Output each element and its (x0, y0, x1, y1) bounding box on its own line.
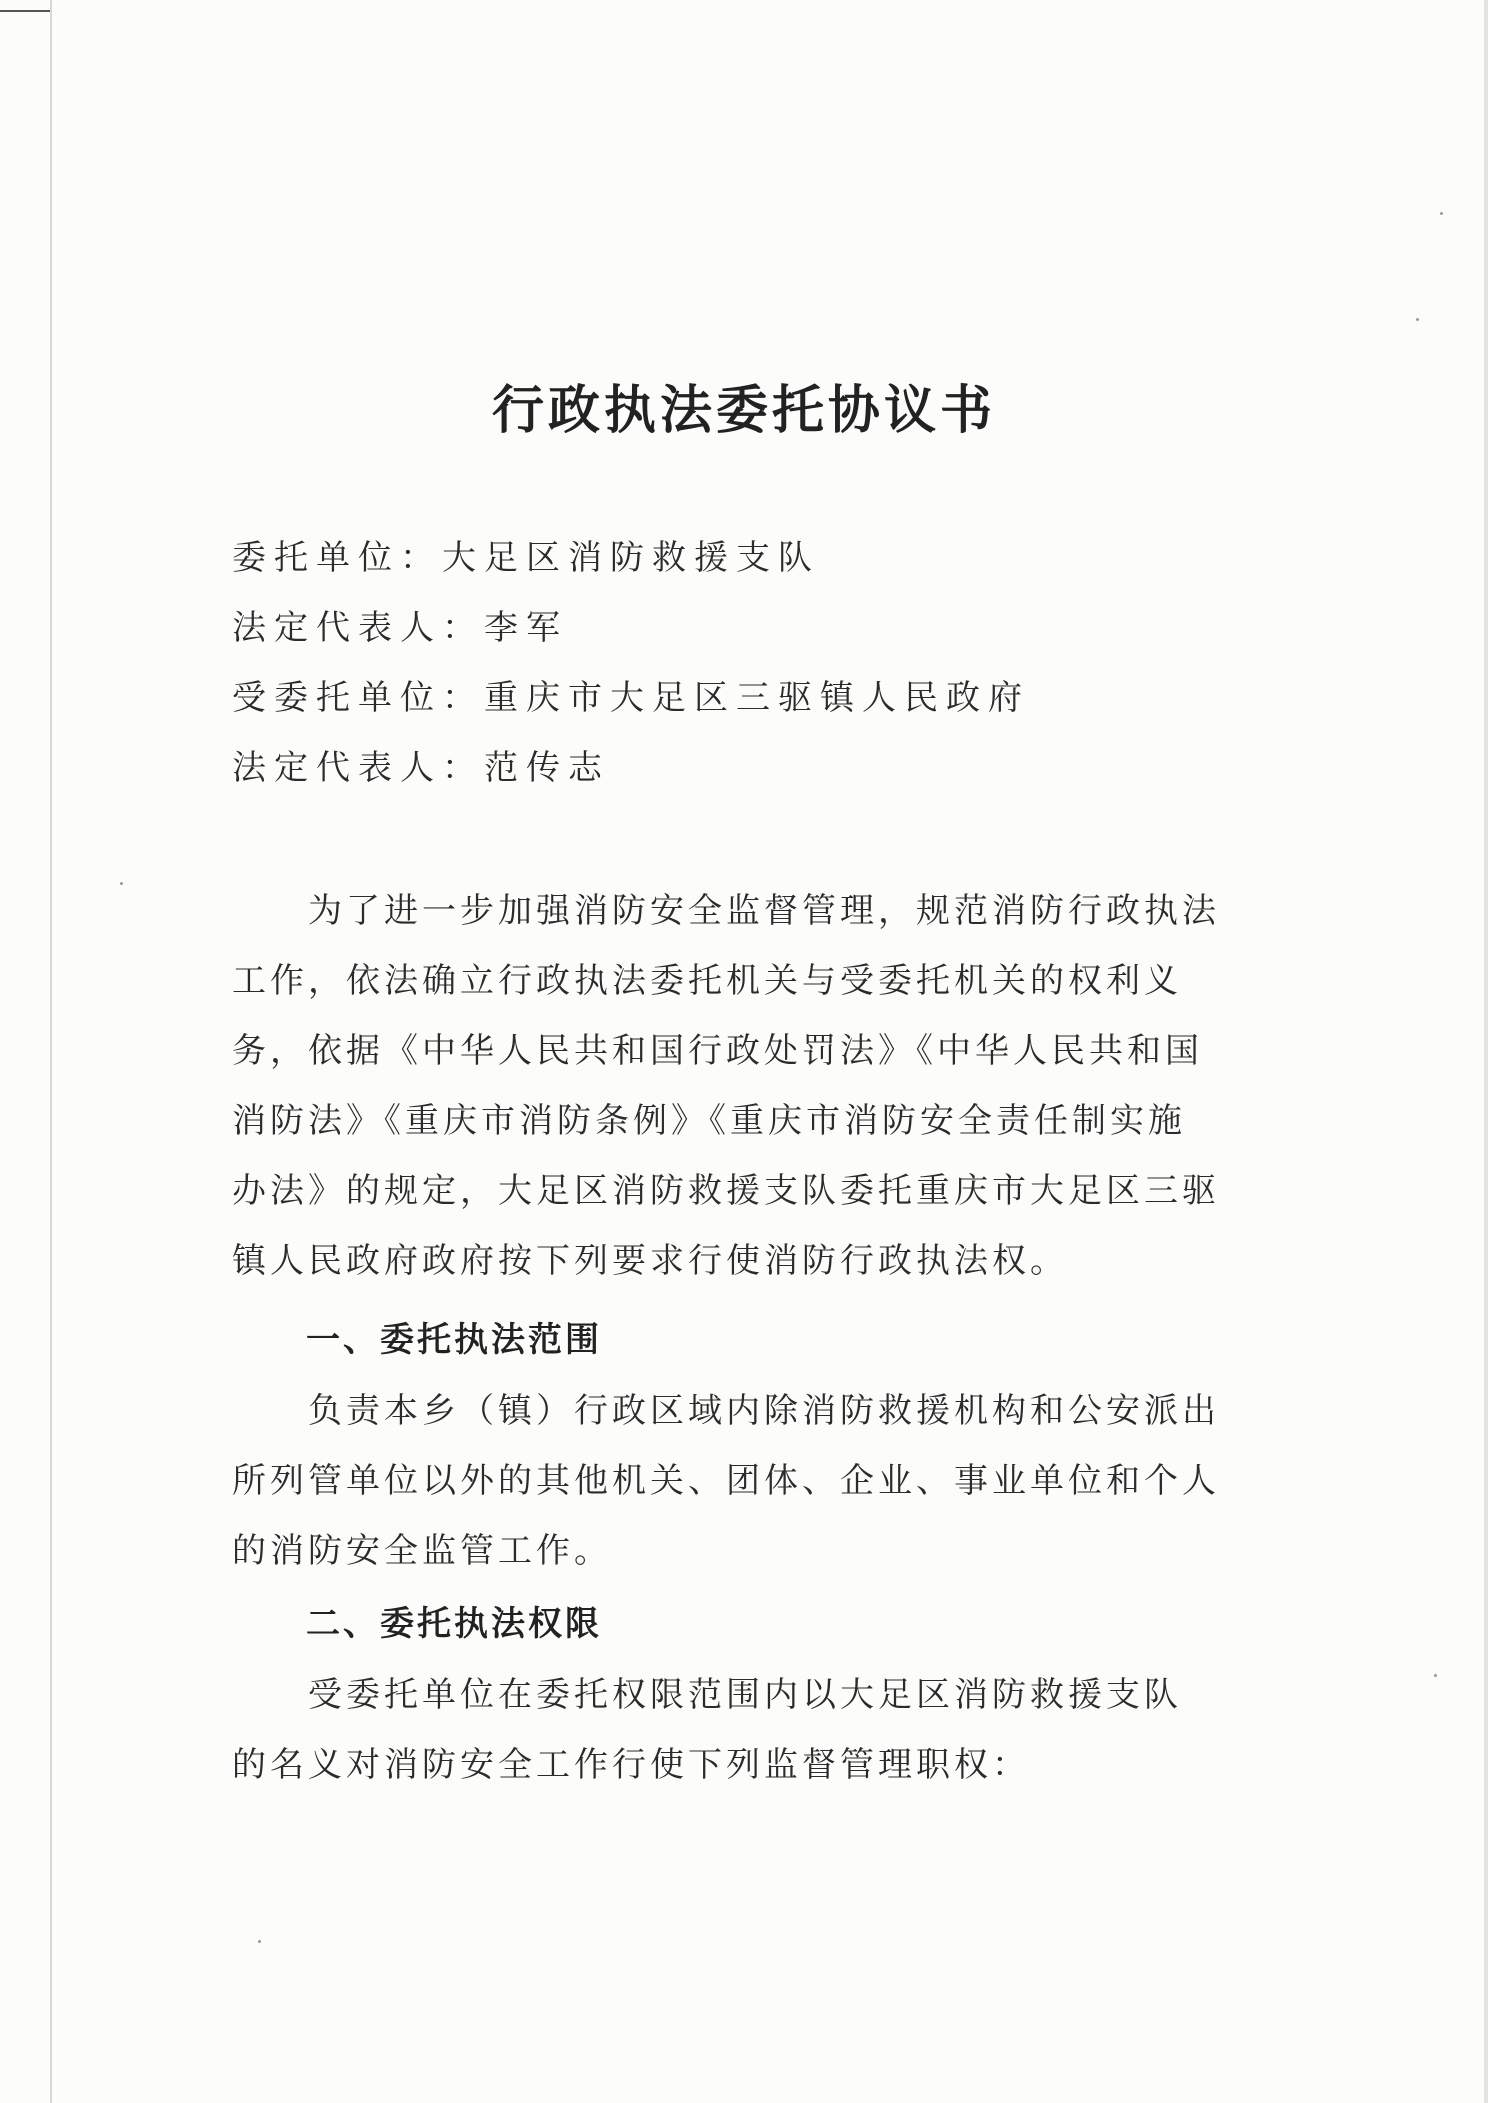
entrusting-rep-line (232, 600, 568, 649)
scan-edge-left (50, 0, 52, 2103)
scan-speck (1434, 1674, 1437, 1677)
scan-speck (1416, 318, 1419, 321)
entrusted-unit-line (232, 670, 1030, 719)
scan-speck (258, 1940, 261, 1943)
entrusted-rep-value: 范传志 (484, 748, 610, 788)
entrusting-rep-label: 法定代表人： (232, 608, 484, 648)
entrusted-rep-label: 法定代表人： (232, 748, 484, 788)
paragraph-line: 工作，依法确立行政执法委托机关与受委托机关的权利义 (232, 961, 1182, 1001)
entrusting-unit-label: 委托单位： (232, 538, 442, 578)
entrusting-rep-value: 李军 (484, 608, 568, 648)
paragraph-line: 消防法》《重庆市消防条例》《重庆市消防安全责任制实施 (232, 1101, 1186, 1141)
paragraph-line: 务，依据《中华人民共和国行政处罚法》《中华人民共和国 (232, 1031, 1203, 1071)
document-title: 行政执法委托协议书 (491, 381, 996, 441)
entrusting-unit-value: 大足区消防救援支队 (442, 538, 820, 578)
paragraph-line: 受委托单位在委托权限范围内以大足区消防救援支队 (232, 1675, 1182, 1715)
scan-speck (120, 882, 123, 885)
entrusted-rep-line (232, 740, 610, 789)
section-heading-scope: 一、委托执法范围 (306, 1320, 602, 1360)
section-heading-authority: 二、委托执法权限 (306, 1604, 602, 1644)
scope-paragraph (232, 1376, 1220, 1586)
authority-paragraph (232, 1660, 1208, 1800)
scan-edge-mark (0, 10, 52, 12)
paragraph-line: 为了进一步加强消防安全监督管理，规范消防行政执法 (232, 891, 1220, 931)
intro-paragraph (232, 876, 1220, 1296)
paragraph-line: 负责本乡（镇）行政区域内除消防救援机构和公安派出 (232, 1391, 1220, 1431)
paragraph-line: 的消防安全监管工作。 (232, 1531, 612, 1571)
paragraph-line: 所列管单位以外的其他机关、团体、企业、事业单位和个人 (232, 1461, 1220, 1501)
entrusted-unit-value: 重庆市大足区三驱镇人民政府 (484, 678, 1030, 718)
entrusted-unit-label: 受委托单位： (232, 678, 484, 718)
scan-speck (1440, 212, 1443, 215)
paragraph-line: 办法》的规定，大足区消防救援支队委托重庆市大足区三驱 (232, 1171, 1220, 1211)
scan-edge-right (1484, 0, 1488, 2103)
entrusting-unit-line (232, 530, 820, 579)
paragraph-line: 镇人民政府政府按下列要求行使消防行政执法权。 (232, 1241, 1068, 1281)
paragraph-line: 的名义对消防安全工作行使下列监督管理职权： (232, 1745, 1030, 1785)
